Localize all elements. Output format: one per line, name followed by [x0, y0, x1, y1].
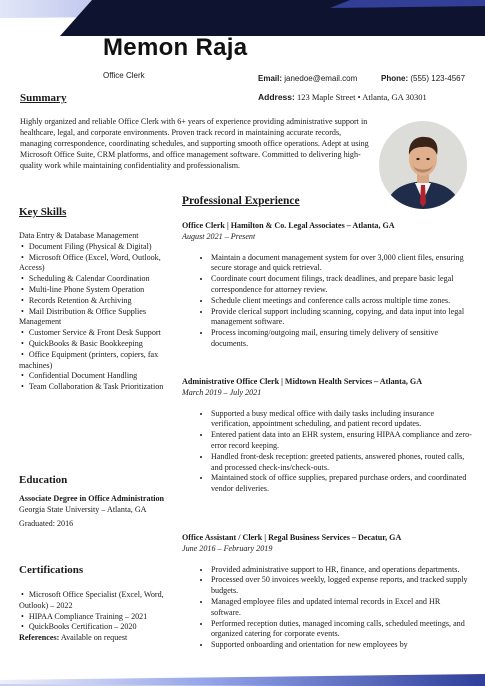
skill-item: • Multi-line Phone System Operation	[19, 285, 174, 296]
skill-item: • Office Equipment (printers, copiers, fax machines)	[19, 350, 174, 372]
job-bullet: • Maintained stock of office supplies, prepared purchase orders, and coordinated vendor deliveries.	[211, 473, 472, 495]
footer-decorative-band	[0, 664, 485, 686]
job-entry	[182, 377, 472, 495]
job-title: Office Clerk | Hamilton & Co. Legal Associates – Atlanta, GA	[182, 221, 395, 230]
skill-item: • Team Collaboration & Task Prioritization	[19, 382, 174, 393]
phone-value: (555) 123-4567	[410, 74, 466, 83]
job-bullet: • Supported a busy medical office with daily tasks including insurance verification, appointment scheduling, and patient record updates.	[211, 409, 472, 431]
skills-list	[19, 231, 174, 393]
job-bullet: • Coordinate court document filings, track deadlines, and prepare basic legal correspondence for attorney review.	[211, 274, 472, 296]
summary-text: Highly organized and reliable Office Clerk with 6+ years of experience providing administrative support in healthcare, legal, and corporate environments. Proven track record in maintaining accurate records, managing correspondence, coordinating schedules, and supporting smooth office operations. Adept at using Microsoft Office Suite, CRM platforms, and office management software. Committed to delivering high-quality work while maintaining confidentiality and professionalism.	[20, 117, 369, 170]
certifications-list	[19, 590, 174, 644]
address-contact	[258, 92, 427, 102]
phone-contact	[381, 74, 465, 83]
references-value: Available on request	[60, 633, 128, 643]
header-decorative-band	[0, 0, 485, 36]
skill-item: • QuickBooks & Basic Bookkeeping	[19, 339, 174, 350]
certification-item: • Microsoft Office Specialist (Excel, Word, Outlook) – 2022	[19, 590, 174, 612]
job-bullet: • Managed employee files and updated internal records in Excel and HR software.	[211, 597, 472, 619]
email-label: Email:	[258, 74, 283, 83]
email-value: janedoe@email.com	[284, 74, 358, 83]
job-bullet: • Schedule client meetings and conference calls across multiple time zones.	[211, 296, 472, 307]
skill-item: • Customer Service & Front Desk Support	[19, 328, 174, 339]
job-bullet: • Process incoming/outgoing mail, ensuring timely delivery of sensitive documents.	[211, 328, 472, 350]
summary-heading: Summary	[20, 92, 67, 104]
skill-item: • Scheduling & Calendar Coordination	[19, 274, 174, 285]
skill-item: Data Entry & Database Management	[19, 231, 139, 240]
key-skills-heading: Key Skills	[19, 206, 67, 218]
job-bullet: • Maintain a document management system for over 3,000 client files, ensuring secure storage and quick retrieval.	[211, 253, 472, 275]
education-heading: Education	[19, 474, 68, 486]
job-bullet: • Processed over 50 invoices weekly, logged expense reports, and tracked supply budgets.	[211, 575, 472, 597]
references-label: References:	[19, 633, 60, 643]
address-label: Address:	[258, 92, 295, 102]
education-block	[19, 494, 174, 529]
profile-photo	[379, 121, 467, 209]
certifications-heading: Certifications	[19, 564, 84, 576]
job-title: Office Assistant / Clerk | Regal Business Services – Decatur, GA	[182, 533, 402, 542]
job-bullet: • Supported onboarding and orientation for new employees by	[211, 640, 472, 651]
job-dates: March 2019 – July 2021	[182, 387, 262, 397]
education-graduated: Graduated: 2016	[19, 518, 74, 528]
job-bullet: • Provided administrative support to HR, finance, and operations departments.	[211, 565, 472, 576]
skill-item: • Records Retention & Archiving	[19, 296, 174, 307]
job-title: Administrative Office Clerk | Midtown Health Services – Atlanta, GA	[182, 377, 423, 386]
experience-heading: Professional Experience	[182, 195, 300, 207]
candidate-name: Memon Raja	[103, 34, 248, 61]
skill-item: • Document Filing (Physical & Digital)	[19, 242, 174, 253]
education-degree: Associate Degree in Office Administration	[19, 494, 165, 503]
email-contact	[258, 74, 357, 83]
job-bullet: • Performed reception duties, managed incoming calls, scheduled meetings, and organized catering for corporate events.	[211, 619, 472, 641]
job-role: Office Clerk	[103, 71, 145, 80]
job-dates: June 2016 – February 2019	[182, 543, 273, 553]
certification-item: • QuickBooks Certification – 2020	[19, 622, 174, 633]
skill-item: • Microsoft Office (Excel, Word, Outlook, Access)	[19, 253, 174, 275]
phone-label: Phone:	[381, 74, 409, 83]
job-bullet: • Handled front-desk reception: greeted patients, answered phones, routed calls, and processed check-ins/check-outs.	[211, 452, 472, 474]
skill-item: • Confidential Document Handling	[19, 371, 174, 382]
job-dates: August 2021 – Present	[182, 231, 256, 241]
job-entry	[182, 221, 472, 350]
education-school: Georgia State University – Atlanta, GA	[19, 504, 147, 514]
job-entry	[182, 533, 472, 651]
job-bullet: • Entered patient data into an EHR system, ensuring HIPAA compliance and zero-error record keeping.	[211, 430, 472, 452]
address-value: 123 Maple Street • Atlanta, GA 30301	[296, 92, 427, 102]
job-bullet: • Provide clerical support including scanning, copying, and data input into legal management software.	[211, 307, 472, 329]
certification-item: • HIPAA Compliance Training – 2021	[19, 612, 174, 623]
skill-item: • Mail Distribution & Office Supplies Management	[19, 307, 174, 329]
